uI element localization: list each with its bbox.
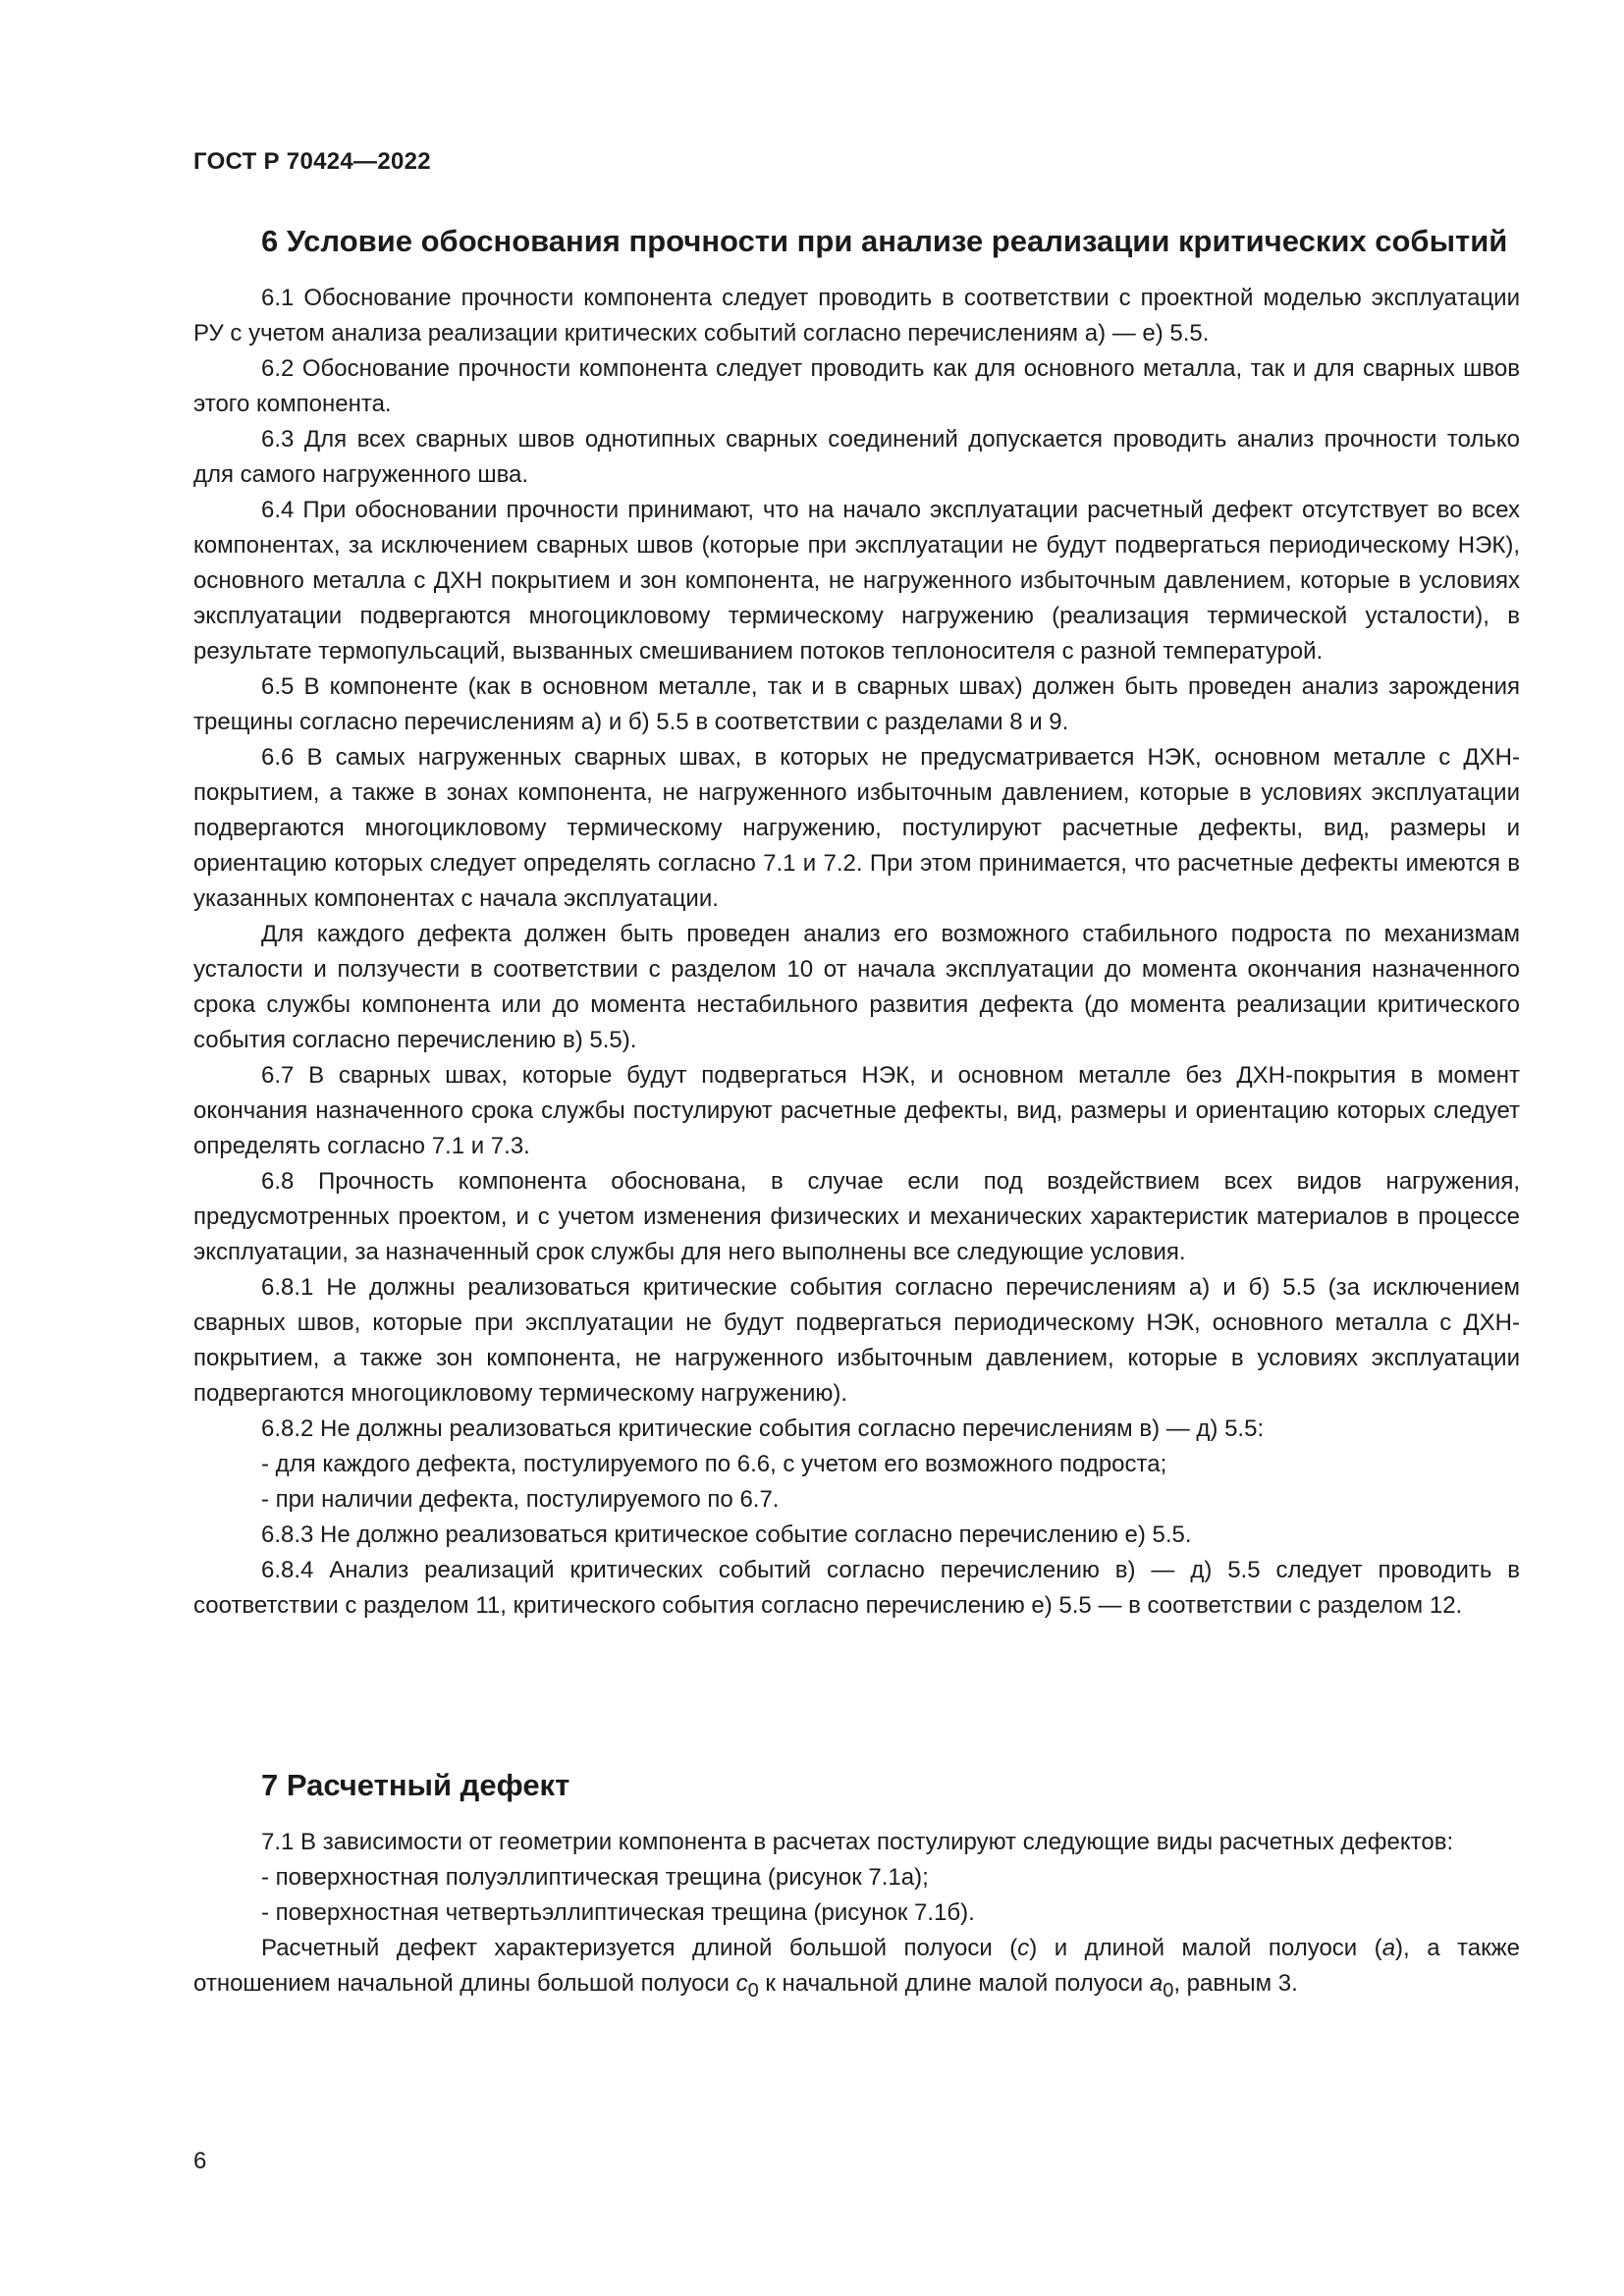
section-title: 7 Расчетный дефект <box>261 1768 570 1802</box>
paragraph: 6.8.1 Не должны реализоваться критические события согласно перечислениям а) и б) 5.5 (за исключением сварных швов, которые при эксплуатации не будут подвергаться периодическому НЭК, основного металла с ДХН-покрытием, а также зон компонента, не нагруженного избыточным давлением, которые в условиях эксплуатации подвергаются многоцикловому термическому нагружению). <box>193 1274 1520 1407</box>
section-body <box>193 1825 1520 2008</box>
paragraph-defect-definition: Расчетный дефект характеризуется длиной большой полуоси (c) и длиной малой полуоси (a), а также отношением начальной длины большой полуоси $c_0$ к начальной длине малой полуоси $a_0$, равным 3. <box>193 1935 1521 2002</box>
variable-c0: c <box>735 1970 748 1997</box>
variable-a0: a <box>1149 1970 1164 1997</box>
paragraph: 6.3 Для всех сварных швов однотипных сварных соединений допускается проводить анализ прочности только для самого нагруженного шва. <box>193 426 1520 488</box>
variable-c: c <box>1017 1935 1030 1961</box>
paragraph: 6.8 Прочность компонента обоснована, в случае если под воздействием всех видов нагружения, предусмотренных проектом, и с учетом изменения физических и механических характеристик материалов в процессе эксплуатации, за назначенный срок службы для него выполнены все следующие условия. <box>193 1168 1520 1265</box>
document-header: ГОСТ Р 70424—2022 <box>193 148 431 175</box>
paragraph: 6.8.4 Анализ реализаций критических событий согласно перечислению в) — д) 5.5 следует проводить в соответствии с разделом 11, критического события согласно перечислению е) 5.5 — в соответствии с разделом 12. <box>193 1557 1520 1619</box>
variable-a: a <box>1381 1935 1396 1961</box>
paragraph: 6.8.3 Не должно реализоваться критическое событие согласно перечислению е) 5.5. <box>261 1522 1192 1548</box>
paragraph: 6.2 Обоснование прочности компонента следует проводить как для основного металла, так и для сварных швов этого компонента. <box>193 355 1520 417</box>
section-title: 6 Условие обоснования прочности при анализе реализации критических событий <box>261 224 1508 258</box>
paragraph: 6.7 В сварных швах, которые будут подвергаться НЭК, и основном металле без ДХН-покрытия в момент окончания назначенного срока службы постулируют расчетные дефекты, вид, размеры и ориентацию которых следует определять согласно 7.1 и 7.3. <box>193 1062 1520 1159</box>
paragraph: 6.4 При обосновании прочности принимают, что на начало эксплуатации расчетный дефект отсутствует во всех компонентах, за исключением сварных швов (которые при эксплуатации не будут подвергаться периодическому НЭК), основного металла с ДХН покрытием и зон компонента, не нагруженного избыточным давлением, которые в условиях эксплуатации подвергаются многоцикловому термическому нагружению (реализация термической усталости), в результате термопульсаций, вызванных смешиванием потоков теплоносителя с разной температурой. <box>193 497 1520 665</box>
paragraph: Для каждого дефекта должен быть проведен анализ его возможного стабильного подроста по механизмам усталости и ползучести в соответствии с разделом 10 от начала эксплуатации до момента окончания назначенного срока службы компонента или до момента нестабильного развития дефекта (до момента реализации критического события согласно перечислению в) 5.5). <box>193 921 1520 1053</box>
paragraph: 6.6 В самых нагруженных сварных швах, в которых не предусматривается НЭК, основном металле с ДХН-покрытием, а также в зонах компонента, не нагруженного избыточным давлением, которые в условиях эксплуатации подвергаются многоцикловому термическому нагружению, постулируют расчетные дефекты, вид, размеры и ориентацию которых следует определять согласно 7.1 и 7.2. При этом принимается, что расчетные дефекты имеются в указанных компонентах с начала эксплуатации. <box>193 744 1520 912</box>
list-item: - поверхностная полуэллиптическая трещина (рисунок 7.1а); <box>261 1864 929 1891</box>
list-item: - при наличии дефекта, постулируемого по 6.7. <box>261 1486 780 1513</box>
list-item: - поверхностная четвертьэллиптическая трещина (рисунок 7.1б). <box>261 1899 975 1926</box>
list-item: - для каждого дефекта, постулируемого по 6.6, с учетом его возможного подроста; <box>261 1451 1167 1477</box>
paragraph: 6.8.2 Не должны реализоваться критические события согласно перечислениям в) — д) 5.5: <box>261 1415 1265 1442</box>
section-body <box>193 281 1520 1624</box>
paragraph: 6.5 В компоненте (как в основном металле, так и в сварных швах) должен быть проведен анализ зарождения трещины согласно перечислениям а) и б) 5.5 в соответствии с разделами 8 и 9. <box>193 673 1520 735</box>
page-number: 6 <box>193 2148 207 2174</box>
paragraph: 6.1 Обоснование прочности компонента следует проводить в соответствии с проектной моделью эксплуатации РУ с учетом анализа реализации критических событий согласно перечислениям а) — е) 5.5. <box>193 285 1520 347</box>
section-7 <box>193 1766 1520 2008</box>
paragraph: 7.1 В зависимости от геометрии компонента в расчетах постулируют следующие виды расчетных дефектов: <box>261 1829 1454 1855</box>
section-6 <box>193 222 1520 1624</box>
